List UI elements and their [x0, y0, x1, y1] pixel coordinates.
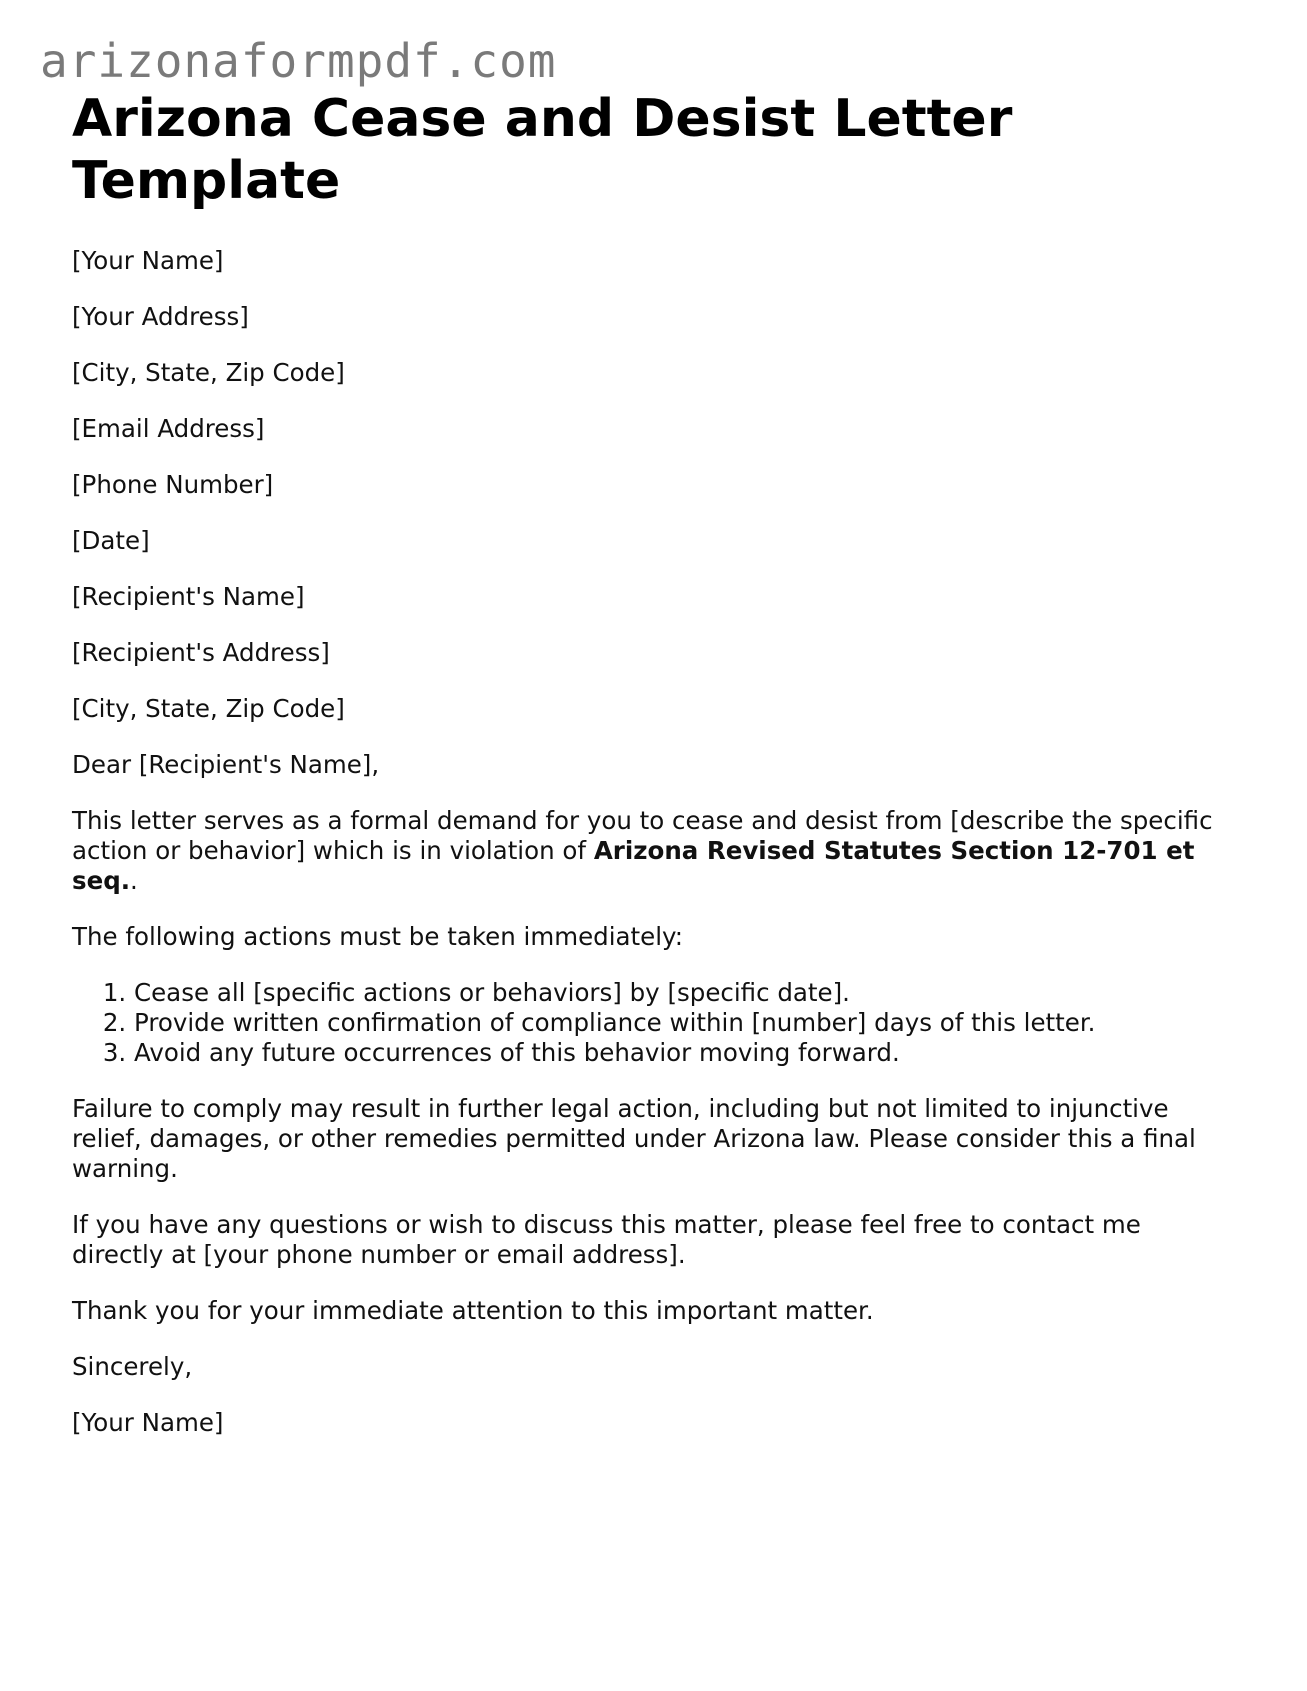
actions-list	[72, 978, 1222, 1068]
intro-end: .	[130, 866, 138, 895]
failure-paragraph: Failure to comply may result in further legal action, including but not limited to injunctive relief, damages, or other remedies permitted under Arizona law. Please consider this a final warning.	[72, 1094, 1196, 1183]
recipient-address: [Recipient's Address]	[72, 638, 330, 667]
sender-city-state-zip: [City, State, Zip Code]	[72, 358, 345, 387]
sender-phone: [Phone Number]	[72, 470, 274, 499]
closing: Sincerely,	[72, 1352, 193, 1381]
thanks-paragraph: Thank you for your immediate attention to this important matter.	[72, 1296, 874, 1325]
sender-email: [Email Address]	[72, 414, 265, 443]
recipient-name: [Recipient's Name]	[72, 582, 305, 611]
recipient-city-state-zip: [City, State, Zip Code]	[72, 694, 345, 723]
action-item: 2. Provide written confirmation of compliance within [number] days of this letter.	[134, 1008, 1222, 1038]
watermark-text: arizonaformpdf.com	[40, 34, 557, 88]
sender-name: [Your Name]	[72, 246, 224, 275]
action-item: 1. Cease all [specific actions or behaviors] by [specific date].	[134, 978, 1222, 1008]
statute-reference: Arizona Revised Statutes Section 12-701 et seq.	[72, 836, 1195, 895]
page-title: Arizona Cease and Desist Letter Template	[72, 89, 1013, 211]
intro-text: This letter serves as a formal demand for you to cease and desist from [describe the specific action or behavior] which is in violation of	[72, 806, 1213, 865]
sender-address: [Your Address]	[72, 302, 249, 331]
letter-document	[72, 88, 1222, 1464]
intro-paragraph	[72, 806, 1222, 896]
actions-intro: The following actions must be taken immediately:	[72, 922, 683, 951]
salutation: Dear [Recipient's Name],	[72, 750, 380, 779]
signature-name: [Your Name]	[72, 1408, 224, 1437]
action-item: 3. Avoid any future occurrences of this behavior moving forward.	[134, 1038, 1222, 1068]
contact-paragraph: If you have any questions or wish to discuss this matter, please feel free to contact me directly at [your phone number or email address].	[72, 1210, 1141, 1269]
letter-date: [Date]	[72, 526, 150, 555]
